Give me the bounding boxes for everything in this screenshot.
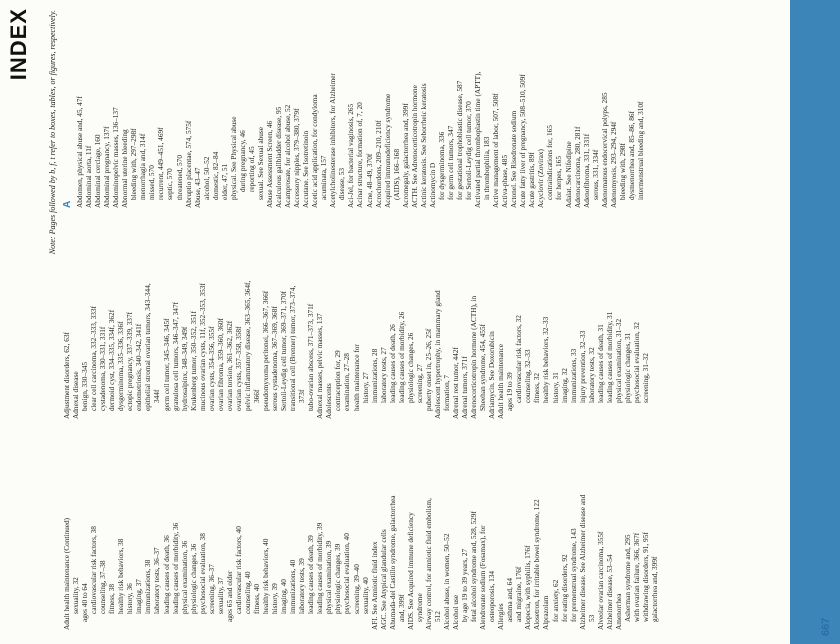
index-entry: Abuse, 43–47 bbox=[192, 167, 202, 208]
index-entry: leading causes of death, 31 bbox=[595, 324, 605, 403]
index-entry: laboratory tests, 27 bbox=[378, 347, 388, 403]
index-entry: fitness, 38 bbox=[107, 584, 117, 614]
index-entry: dysmenorrhea and, 85–86, 86f bbox=[626, 111, 636, 200]
index-entry: Adjustment disorders, 62, 63f bbox=[62, 332, 71, 419]
index-entry: Sertoli-Leydig cell tumor, 369–371, 370f bbox=[279, 290, 289, 411]
index-entry: immunizations, 38 bbox=[143, 559, 153, 614]
index-entry: Adrenal tumors, 371f bbox=[460, 356, 470, 419]
index-entry: screening, 27 bbox=[414, 364, 424, 403]
index-entry: by age 19 to 39 years, 27 bbox=[460, 548, 470, 622]
section-letter: A bbox=[62, 200, 73, 208]
index-entry: for anxiety, 62 bbox=[550, 579, 560, 622]
index-column-1 bbox=[62, 10, 645, 208]
index-entry: injury prevention, 32–33 bbox=[577, 330, 587, 403]
index-entry: physiologic changes, 31 bbox=[622, 332, 632, 403]
index-entry: 53 bbox=[586, 614, 596, 622]
index-entry: sexuality, 40 bbox=[360, 577, 370, 614]
index-entry: disease, 53 bbox=[337, 167, 347, 200]
index-entry: Acquired immunodeficiency syndrome bbox=[382, 93, 392, 208]
index-entry: Adolescent hypertrophy, in mammary gland bbox=[432, 290, 442, 419]
index-entry: Alzheimer disease, 53–54 bbox=[604, 554, 614, 630]
index-entry: Adult health maintenance bbox=[496, 344, 506, 419]
index-entry: Abdominal aorta, 11f bbox=[84, 145, 94, 208]
index-entry: Activa-phase, 485 bbox=[500, 154, 510, 208]
index-entry: history, 27 bbox=[360, 372, 370, 403]
index-entry: elder, 47, 51 bbox=[219, 163, 229, 200]
index-entry: Adnexal disease bbox=[71, 371, 81, 419]
index-entry: galactorrhea and, 399f bbox=[650, 556, 660, 622]
index-entry: with ovarian failure, 366, 367f bbox=[631, 532, 641, 622]
index-entry: benign, 330–345 bbox=[80, 361, 90, 411]
index-entry: Adriamycin. See Doxorubicin bbox=[487, 331, 497, 419]
index-entry: leading causes of morbidity, 36 bbox=[170, 522, 180, 614]
index-entry: leading causes of morbidity, 39 bbox=[315, 522, 325, 614]
index-entry: and, 399f bbox=[396, 594, 406, 622]
index-entry: pseudomyxoma peritonei, 366–367, 366f bbox=[261, 290, 271, 411]
index-entry: healthy risk behaviors, 40 bbox=[261, 538, 271, 614]
index-entry: bleeding with, 298f bbox=[617, 143, 627, 200]
index-entry: intermenstrual bleeding and, 310f bbox=[635, 101, 645, 200]
index-entry: laboratory tests, 39 bbox=[297, 558, 307, 614]
index-entry: dermoid cyst, 334–335, 334f, 362f bbox=[107, 309, 117, 411]
index-entry: Adolescents bbox=[324, 383, 334, 419]
index-entry: for Sertoli-Leydig cell tumor, 370 bbox=[464, 101, 474, 200]
index-entry: pelvic inflammatory disease, 363–365, 364f, bbox=[242, 280, 252, 411]
index-entry: hydrosalpinx, 348–349, 349f bbox=[179, 326, 189, 411]
index-entry: counseling, 40 bbox=[242, 571, 252, 614]
index-entry: Abuse Assessment Screen, 46 bbox=[264, 120, 274, 208]
index-entry: immunizations, 40 bbox=[288, 559, 298, 614]
index-entry: recurrent, 449–451, 469f bbox=[156, 127, 166, 200]
index-entry: Adenomyosis, 293–294, 294f bbox=[608, 121, 618, 208]
index-entry: fetal alcohol syndrome and, 528, 529f bbox=[469, 511, 479, 622]
index-entry: counseling, 32–33 bbox=[523, 349, 533, 403]
index-entry: Acute gastritis, 89f bbox=[527, 152, 537, 208]
index-entry: ACTH. See Adrenocorticotropin hormone bbox=[409, 85, 419, 208]
index-column-3 bbox=[62, 432, 659, 630]
index-entry: transitional cell (Brenner) tumor, 373–374, bbox=[288, 285, 298, 411]
index-entry: laboratory tests, 36–37 bbox=[152, 547, 162, 614]
index-entry: Actinic keratosis. See Seborrheic keratosis bbox=[418, 83, 428, 208]
index-entry: tubo-ovarian abscess, 371–373, 371f bbox=[306, 303, 316, 411]
index-entry: alcohol, 50–52 bbox=[201, 156, 211, 200]
index-entry: puberty onset in, 25–26, 25f bbox=[423, 328, 433, 411]
index-entry: for germ cell tumors, 347 bbox=[445, 125, 455, 200]
page-number: 667 bbox=[820, 617, 832, 636]
index-entry: contraception for, 29 bbox=[333, 350, 343, 411]
index-entry: Adrenal rest tumor, 442f bbox=[451, 347, 461, 419]
index-entry: ages 40 to 64 bbox=[80, 583, 90, 622]
page-note: Note: Pages followed by b, f, t refer to boxes, tables, or figures, respectively. bbox=[48, 10, 57, 255]
index-entry: physiologic changes, 26 bbox=[405, 332, 415, 403]
index-entry: Acne, 48–49, 370f bbox=[364, 153, 374, 208]
index-entry: Acyclovir (Zovirax) bbox=[536, 149, 546, 208]
index-entry: laboratory tests, 32 bbox=[586, 347, 596, 403]
index-entry: Abdominal pregnancy, 137f bbox=[102, 126, 112, 208]
index-entry: Adenomatous endocervical polyps, 285 bbox=[599, 92, 609, 208]
index-entry: withdrawing disorders, 91, 95f bbox=[641, 532, 650, 622]
index-entry: Abdomen, physical abuse and, 45, 47f bbox=[75, 96, 84, 208]
index-entry: granulosa cell tumors, 346–347, 347f bbox=[170, 301, 180, 411]
index-entry: counseling, 37–38 bbox=[98, 560, 108, 614]
index-entry: physical examination, 31–32 bbox=[613, 318, 623, 403]
index-entry: 366f bbox=[251, 389, 261, 403]
index-entry: (AIDS), 166–168 bbox=[391, 148, 401, 200]
index-entry: Alcohol abuse, in women, 50–52 bbox=[441, 533, 451, 630]
index-entry: during pregnancy, 46 bbox=[237, 130, 247, 192]
index-entry: health maintenance for bbox=[351, 344, 361, 411]
index-entry: history, 39 bbox=[270, 583, 280, 614]
index-entry: leading causes of death, 39 bbox=[306, 535, 316, 614]
index-entry: for gestational trophoblastic disease, 587 bbox=[454, 80, 464, 200]
index-entry: Alzheimer disease. See Alzheimer disease and bbox=[577, 494, 587, 630]
index-entry: Acamprosate, for alcohol abuse, 52 bbox=[283, 104, 293, 208]
index-entry: in thrombophilia, 183 bbox=[482, 136, 492, 200]
index-entry: ovarian cysts, 357–358, 358f bbox=[233, 326, 243, 411]
index-entry: sexual. See Sexual abuse bbox=[255, 127, 265, 200]
index-entry: formation, 7 bbox=[441, 374, 451, 411]
index-entry: leading causes of death, 26 bbox=[387, 324, 397, 403]
index-entry: imaging, 40 bbox=[279, 579, 289, 614]
index-entry: Alcohol use bbox=[451, 594, 461, 630]
index-column-2 bbox=[62, 221, 650, 419]
index-entry: for dysgerminoma, 336 bbox=[436, 131, 446, 200]
index-entry: Acinar structure, formation of, 7, 20 bbox=[355, 102, 365, 208]
index-entry: leading causes of morbidity, 26 bbox=[396, 311, 406, 403]
index-entry: syndrome bbox=[414, 593, 424, 622]
index-entries bbox=[75, 10, 645, 208]
index-entry: Allergies bbox=[496, 603, 506, 630]
index-entry: physical examination, 39 bbox=[324, 540, 334, 614]
index-entry: AGC. See Atypical glandular cells bbox=[378, 529, 388, 630]
index-entry: imaging, 32 bbox=[559, 368, 569, 403]
index-entry: Activated partial thromboplastin time (APTT), bbox=[473, 71, 483, 208]
index-entry: epithelial stromal ovarian tumors, 343–344, bbox=[143, 283, 153, 411]
index-entry: Acetic acid application, for condyloma bbox=[310, 94, 320, 208]
index-entry: screening, 39–40 bbox=[351, 564, 361, 614]
index-entry: leading causes of morbidity, 31 bbox=[604, 311, 614, 403]
index-entry: history, 31 bbox=[550, 372, 560, 403]
index-entry: fitness, 32 bbox=[532, 373, 542, 403]
index-entry: examination, 27–28 bbox=[342, 353, 352, 411]
index-entry: Actinomycin D bbox=[427, 162, 437, 208]
index-entry: serous cystadenoma, 367–369, 368f bbox=[270, 306, 280, 411]
index-entry: osteoporosis, 134 bbox=[487, 570, 497, 622]
index-entry: Alprazolam bbox=[541, 595, 551, 630]
index-entry: clear cell carcinoma, 332–333, 333f bbox=[89, 306, 99, 411]
index-entry: and migraine, 176f bbox=[514, 566, 524, 622]
index-entry: AFI. See Amniotic fluid index bbox=[369, 541, 379, 630]
index-entry: physiologic changes, 39 bbox=[333, 543, 343, 614]
index-entry: immunizations, 33 bbox=[568, 348, 578, 403]
index-entry: Abruptio placentae, 574, 575f bbox=[183, 120, 193, 208]
index-entry: immunizations, 28 bbox=[369, 348, 379, 403]
index-entry: Actonel. See Risedronate sodium bbox=[509, 110, 519, 208]
index-entry: cardiovascular risk factors, 32 bbox=[514, 315, 524, 403]
index-entry: Abnormal uterine bleeding bbox=[120, 129, 130, 208]
index-entry: Alveolar ovarian carcinoma, 355f bbox=[595, 531, 605, 630]
index-entry: Abdominal cerclage, 160 bbox=[93, 134, 103, 208]
index-entry: screening, 36–37 bbox=[206, 564, 216, 614]
index-entry: 373f bbox=[297, 389, 307, 403]
index-entry: reporting of, 45 bbox=[246, 146, 256, 192]
index-entry: threatened, 570 bbox=[174, 155, 184, 200]
index-entry: Acute fatty liver of pregnancy, 508–510, 509f bbox=[518, 74, 528, 208]
index-entry: Alosetron, for irritable bowel syndrome, 122 bbox=[532, 499, 542, 630]
index-entry: psychosocial evaluation, 40 bbox=[342, 533, 352, 614]
index-entry: Acromegaly, galactorrhea and, 399f bbox=[400, 103, 410, 208]
index-entries bbox=[62, 221, 650, 419]
index-entry: 344f bbox=[152, 389, 162, 403]
index-entry: physical. See Physical abuse bbox=[228, 116, 238, 200]
index-entry: for herpes, 165 bbox=[554, 156, 564, 200]
index-entry: Acetylcholinesterase inhibitors, for Alzheimer bbox=[328, 73, 338, 208]
index-entries bbox=[62, 432, 659, 630]
index-entry: missed, 570 bbox=[147, 165, 157, 200]
index-entry: healthy risk behaviors, 32–33 bbox=[541, 316, 551, 403]
index-entry: psychosocial evaluation, 38 bbox=[197, 533, 207, 614]
index-entry: ovarian fibroma, 359–360, 360f bbox=[215, 317, 225, 411]
index-entry: mucinous ovarian cysts, 11f, 352–353, 353f bbox=[197, 283, 207, 411]
index-entry: endometriosis, 340–342, 341f bbox=[134, 323, 144, 411]
index-entry: Ahumada-del Castillo syndrome, galactorrhea bbox=[387, 495, 397, 630]
index-entry: Asherman syndrome and, 295 bbox=[622, 534, 632, 622]
index-entry: Adenocarcinoma, 280, 281f bbox=[572, 126, 582, 208]
index-entry: Active management of labor, 507, 508f bbox=[491, 93, 501, 208]
index-entry: Adult health maintenance (Continued) bbox=[62, 517, 71, 630]
index-entry: ovarian torsion, 361–362, 362f bbox=[224, 320, 234, 411]
index-entry: imaging, 37 bbox=[134, 579, 144, 614]
index-entry: Acrochordons, 209–210, 210f bbox=[373, 120, 383, 208]
index-entry: menorrhagia and, 314f bbox=[138, 133, 148, 200]
index-entry: AIDS. See Acquired immune deficiency bbox=[405, 512, 415, 630]
index-entry: contraindications for, 165 bbox=[545, 125, 555, 200]
index-entry: fitness, 40 bbox=[251, 584, 261, 614]
index-entry: Krukenberg tumor, 350–352, 351f bbox=[188, 311, 198, 411]
index-entry: ages 19 to 39 bbox=[505, 372, 515, 411]
index-entry: Adnexal masses, pelvic masses, 137 bbox=[315, 313, 325, 419]
page-title: INDEX bbox=[6, 8, 31, 81]
index-entry: asthma and, 64 bbox=[505, 578, 515, 622]
index-entry: Accutane. See Isotretinoin bbox=[301, 130, 311, 208]
index-entry: bleeding with, 297–298f bbox=[129, 128, 139, 200]
index-entry: Alendronate sodium (Fosamax), for bbox=[478, 525, 488, 630]
index-entry: Adalat. See Nifedipine bbox=[563, 141, 573, 208]
index-entry: Amenorrhea bbox=[613, 593, 623, 630]
index-entry: leading causes of death, 36 bbox=[161, 535, 171, 614]
index-entry: ages 65 and older bbox=[224, 570, 234, 622]
index-entry: cystadenoma, 330–331, 331f bbox=[98, 326, 108, 411]
index-entry: physical examination, 36 bbox=[179, 540, 189, 614]
index-entry: Aci-Jel, for bacterial vaginosis, 265 bbox=[346, 103, 356, 208]
index-entry: sexuality, 37 bbox=[215, 577, 225, 614]
index-entry: ectopic pregnancy, 337–339, 337f bbox=[125, 311, 135, 411]
index-entry: for premenstrual syndrome, 143 bbox=[568, 528, 578, 622]
index-entry: cardiovascular risk factors, 38 bbox=[89, 526, 99, 614]
index-entry: septic, 570 bbox=[165, 168, 175, 200]
index-entry: psychosocial evaluation, 32 bbox=[631, 322, 641, 403]
chapter-sidebar-bar bbox=[790, 0, 840, 644]
index-entry: healthy risk behaviors, 38 bbox=[116, 538, 126, 614]
index-entry: Accessory nipples, 379–380, 379f bbox=[292, 108, 302, 208]
index-entry: physiologic changes, 36 bbox=[188, 543, 198, 614]
index-entry: Adrenocorticotropin hormone (ACTH), in bbox=[469, 295, 479, 419]
index-entry: Sheehan syndrome, 454, 455f bbox=[478, 324, 488, 411]
index-entry: ovarian cysts, 354–356, 355f bbox=[206, 326, 216, 411]
index-entry: Airway control, for amniotic fluid embolism, bbox=[423, 498, 433, 630]
index-entry: acuminata, 157 bbox=[319, 155, 329, 200]
index-entry: Adenofibroma, 331, 331f bbox=[581, 133, 591, 208]
index-entry: for eating disorders, 92 bbox=[559, 554, 569, 622]
index-entry: domestic, 82–84 bbox=[210, 151, 220, 200]
index-entry: 512 bbox=[432, 611, 442, 622]
index-entry: Alopecia, with syphilis, 176f bbox=[523, 545, 533, 630]
index-entry: germ cell tumor, 345–346, 345f bbox=[161, 318, 171, 411]
index-entry: screening, 31–32 bbox=[641, 353, 650, 403]
index-entry: Acalculous gallbladder disease, 95 bbox=[274, 106, 284, 208]
index-entry: dysgerminoma, 335–336, 336f bbox=[116, 321, 126, 411]
index-entry: cardiovascular risk factors, 40 bbox=[233, 526, 243, 614]
index-entry: serous, 331, 334f bbox=[590, 149, 600, 200]
index-entry: sexuality, 32 bbox=[71, 577, 81, 614]
index-entry: Abdominopelvic masses, 136–137 bbox=[111, 107, 121, 208]
index-entry: history, 36 bbox=[125, 583, 135, 614]
